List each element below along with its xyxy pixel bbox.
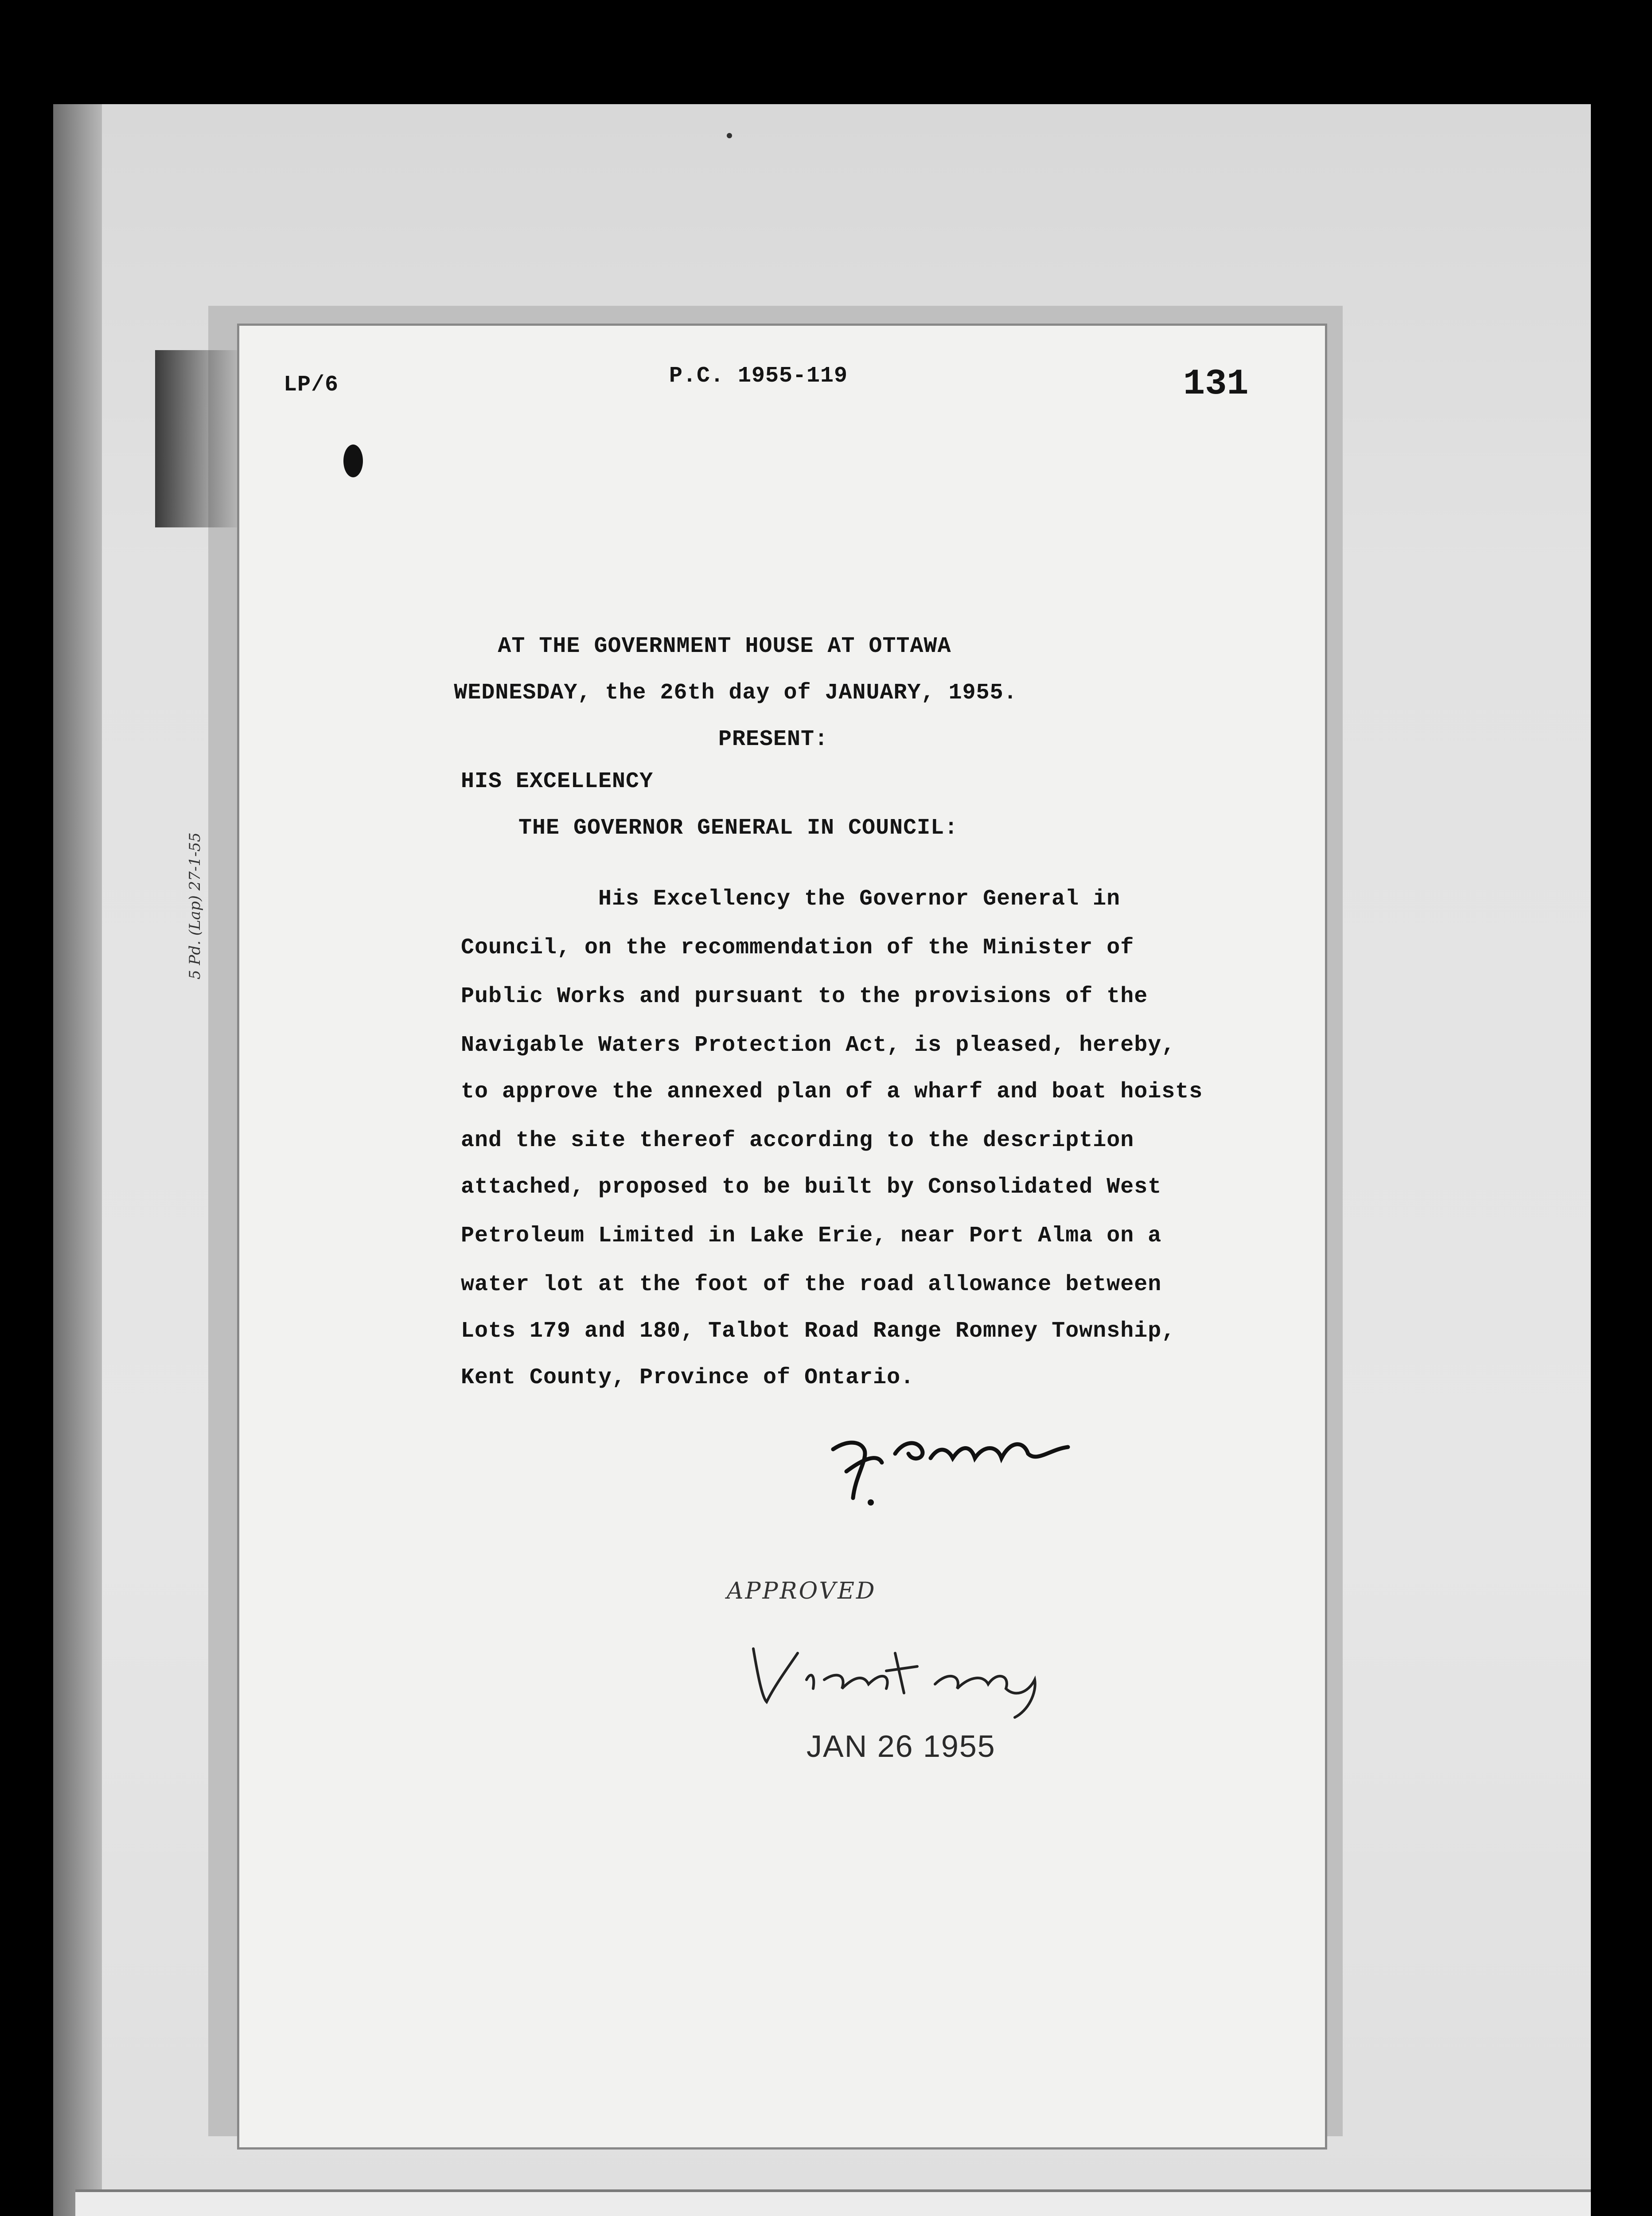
body-line: water lot at the foot of the road allowance between: [461, 1272, 1162, 1297]
page-number: 131: [1183, 363, 1249, 405]
body-line: Council, on the recommendation of the Minister of: [461, 935, 1134, 960]
lower-sheet-band: [75, 2189, 1591, 2216]
film-speck: [727, 133, 732, 138]
film-edge-strip: [53, 104, 102, 2216]
order-number: P.C. 1955-119: [669, 363, 848, 389]
body-line: Lots 179 and 180, Talbot Road Range Romney Township,: [461, 1319, 1176, 1344]
margin-note: 5 Pd. (Lap) 27-1-55: [186, 832, 204, 979]
body-line: Petroleum Limited in Lake Erie, near Port Alma on a: [461, 1223, 1162, 1248]
clerk-signature: [829, 1423, 1077, 1511]
date-line: WEDNESDAY, the 26th day of JANUARY, 1955.: [454, 680, 1017, 706]
location-heading: AT THE GOVERNMENT HOUSE AT OTTAWA: [498, 634, 951, 659]
excellency-label: HIS EXCELLENCY: [461, 769, 654, 794]
body-line: Public Works and pursuant to the provisions of the: [461, 984, 1148, 1009]
body-line: to approve the annexed plan of a wharf and boat hoists: [461, 1079, 1203, 1104]
body-line: Kent County, Province of Ontario.: [461, 1365, 915, 1390]
body-line: attached, proposed to be built by Consolidated West: [461, 1174, 1162, 1200]
file-reference: LP/6: [284, 372, 339, 398]
body-line: His Excellency the Governor General in: [598, 886, 1121, 912]
approved-stamp: APPROVED: [727, 1578, 877, 1604]
present-label: PRESENT:: [718, 727, 829, 752]
governor-signature: [749, 1640, 1041, 1724]
council-label: THE GOVERNOR GENERAL IN COUNCIL:: [518, 815, 958, 841]
punch-hole: [343, 445, 363, 477]
body-line: Navigable Waters Protection Act, is pleased, hereby,: [461, 1033, 1176, 1058]
date-stamp: JAN 26 1955: [807, 1729, 996, 1763]
body-line: and the site thereof according to the description: [461, 1128, 1134, 1153]
sheet-shadow: [155, 350, 244, 527]
document-page: [237, 324, 1327, 2150]
